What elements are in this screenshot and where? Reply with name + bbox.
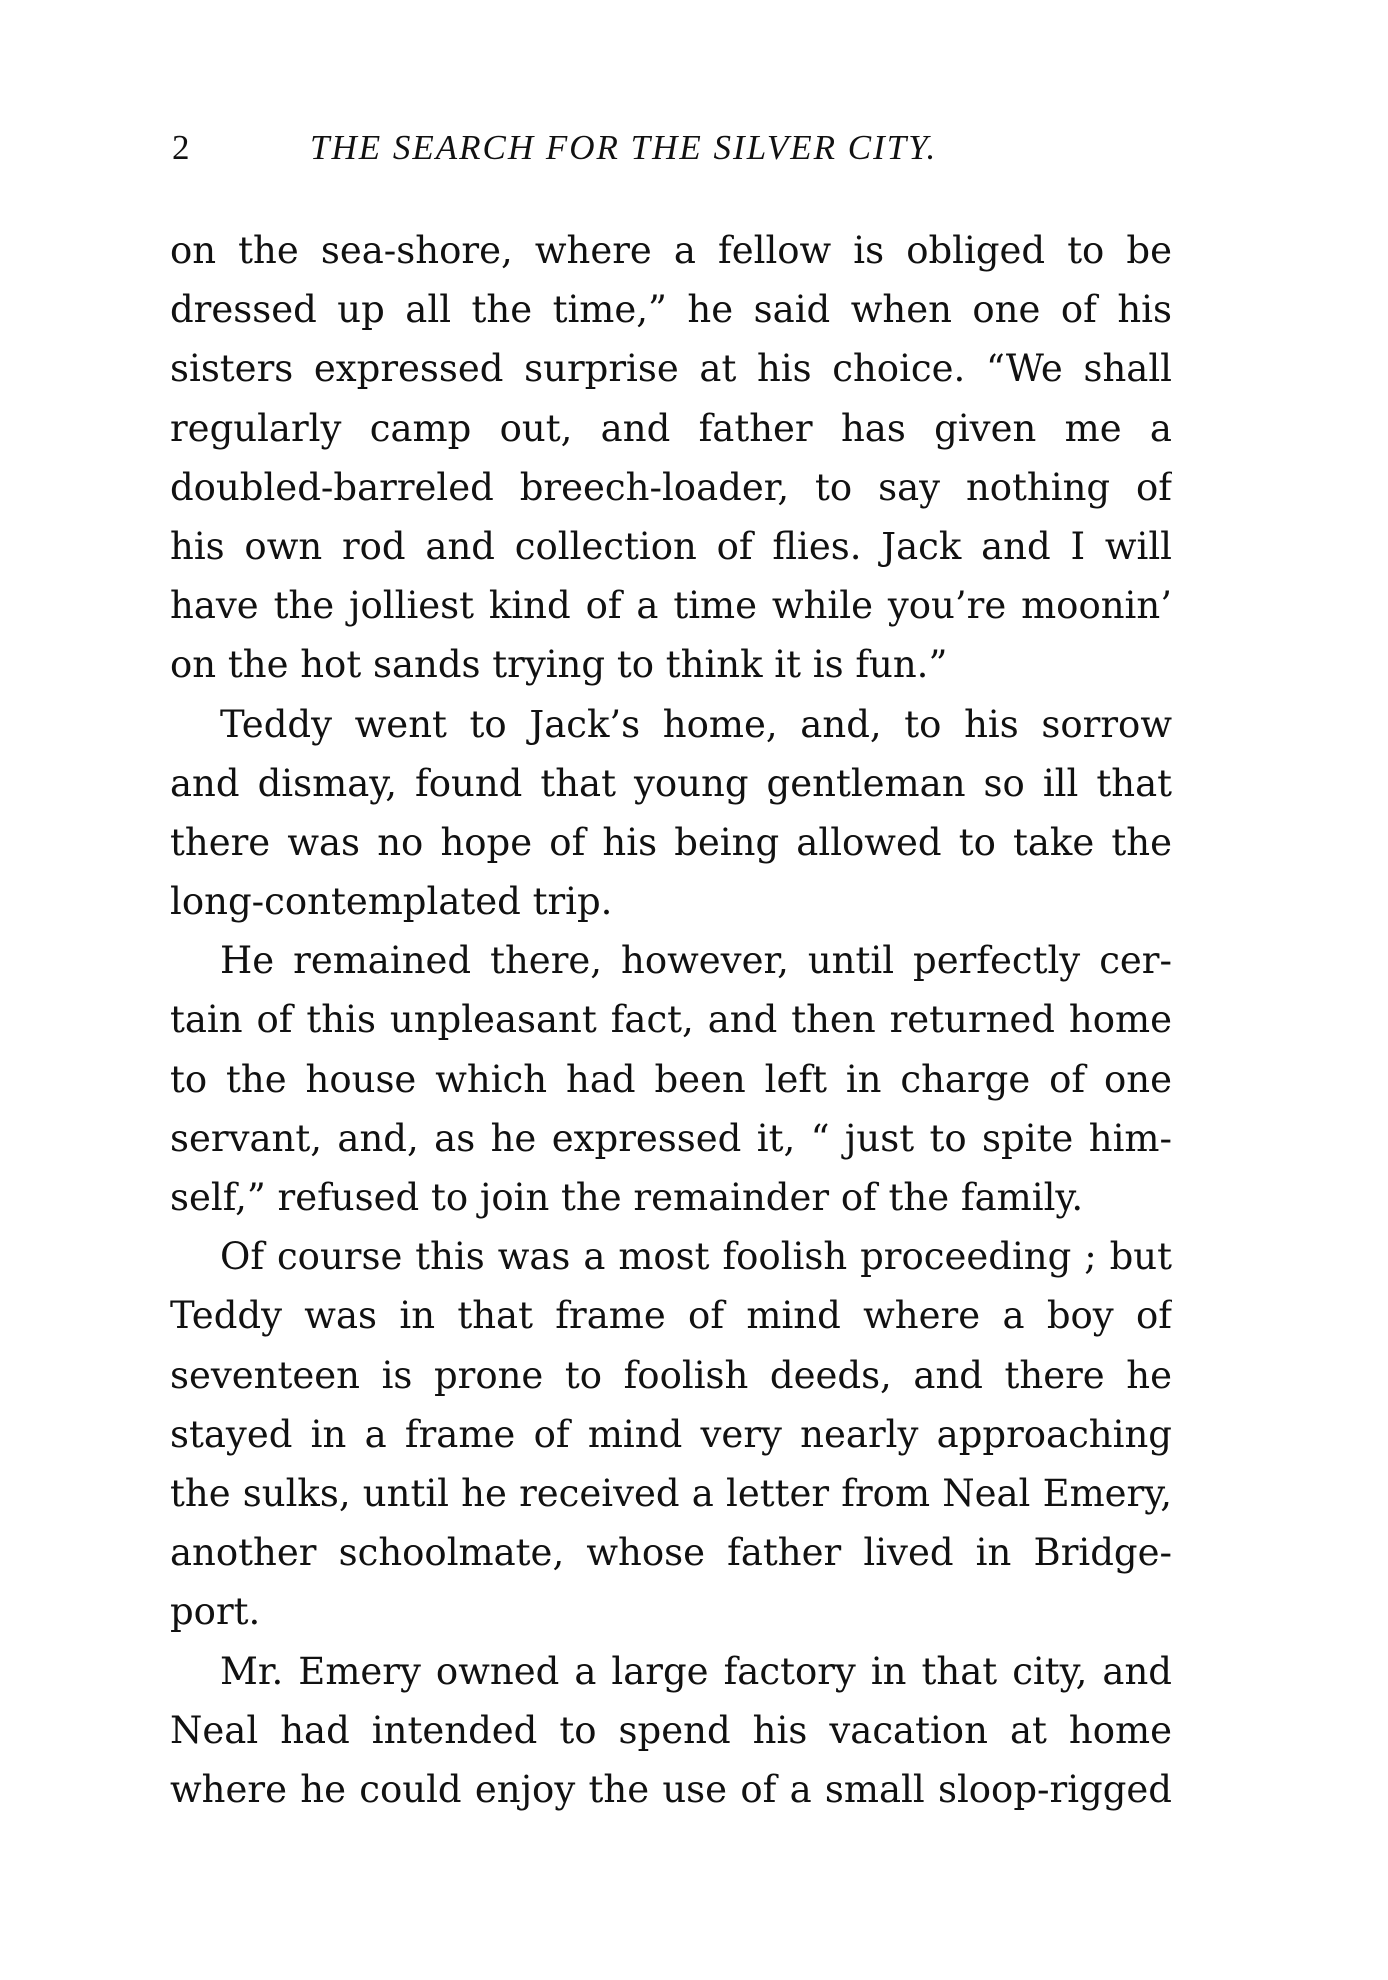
text-line: doubled-barreled breech-loader, to say nothing of (170, 465, 1172, 509)
running-title: THE SEARCH FOR THE SILVER CITY. (310, 128, 938, 167)
running-head (172, 128, 1182, 178)
text-line: sisters expressed surprise at his choice. “We shall (170, 347, 1172, 391)
text-line: long-contemplated trip. (170, 880, 613, 924)
text-line: Of course this was a most foolish proceeding ; but (220, 1235, 1172, 1279)
text-line: seventeen is prone to foolish deeds, and there he (170, 1353, 1172, 1397)
text-line: Neal had intended to spend his vacation at home (170, 1708, 1172, 1752)
text-line: his own rod and collection of flies. Jack and I will (170, 524, 1172, 568)
text-line: another schoolmate, whose father lived in Bridge- (170, 1531, 1172, 1575)
text-line: there was no hope of his being allowed to take the (170, 820, 1172, 864)
text-line: Teddy was in that frame of mind where a boy of (170, 1294, 1172, 1338)
text-line: the sulks, until he received a letter from Neal Emery, (170, 1471, 1172, 1515)
text-line: regularly camp out, and father has given me a (170, 406, 1172, 450)
body-text (170, 221, 1172, 1819)
text-line: stayed in a frame of mind very nearly approaching (170, 1412, 1172, 1456)
text-line: port. (170, 1590, 261, 1634)
text-line: Teddy went to Jack’s home, and, to his sorrow (220, 702, 1172, 746)
text-line: self,” refused to join the remainder of the family. (170, 1176, 1084, 1219)
text-line: He remained there, however, until perfectly cer- (220, 939, 1172, 983)
page-number: 2 (172, 128, 190, 167)
text-line: to the house which had been left in charge of one (170, 1057, 1172, 1101)
text-line: and dismay, found that young gentleman so ill that (170, 761, 1172, 805)
text-line: Mr. Emery owned a large factory in that city, and (220, 1649, 1172, 1693)
text-line: dressed up all the time,” he said when one of his (170, 288, 1172, 332)
text-line: have the jolliest kind of a time while you’re moonin’ (170, 584, 1172, 628)
text-line: tain of this unpleasant fact, and then returned home (170, 998, 1172, 1042)
text-line: where he could enjoy the use of a small sloop-rigged (170, 1767, 1172, 1811)
text-line: on the hot sands trying to think it is fun.” (170, 643, 948, 687)
text-line: on the sea-shore, where a fellow is obliged to be (170, 229, 1172, 272)
text-line: servant, and, as he expressed it, “ just to spite him- (170, 1116, 1172, 1160)
